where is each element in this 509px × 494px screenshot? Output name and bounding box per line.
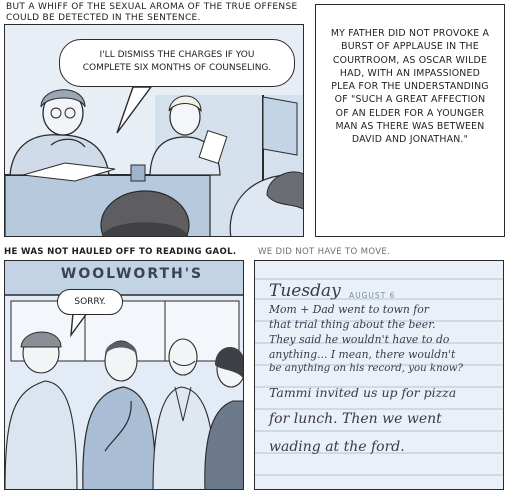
diary-date: AUGUST 6 xyxy=(349,291,396,300)
diary-line-2: that trial thing about the beer. xyxy=(269,318,436,331)
panel4-caption: WE DID NOT HAVE TO MOVE. xyxy=(258,247,391,257)
judge-speech-text: I'LL DISMISS THE CHARGES IF YOU COMPLETE SIX MONTHS OF COUNSELING. xyxy=(82,50,272,73)
diary-line-5: be anything on his record, you know? xyxy=(269,363,463,374)
panel-diary xyxy=(254,260,504,490)
panel-courtroom xyxy=(4,24,304,237)
panel3-caption: HE WAS NOT HAULED OFF TO READING GAOL. xyxy=(4,247,237,257)
father-speech-text: SORRY. xyxy=(74,297,106,307)
father-speech-bubble xyxy=(57,289,123,315)
storefront-illustration xyxy=(5,261,244,490)
diary-line-4: anything... I mean, there wouldn't xyxy=(269,348,456,361)
diary-day: Tuesday xyxy=(269,281,341,301)
diary-line-7: for lunch. Then we went xyxy=(269,411,442,427)
diary-line-1: Mom + Dad went to town for xyxy=(269,303,429,316)
panel-narration xyxy=(315,4,505,237)
store-sign: WOOLWORTH'S xyxy=(60,266,204,282)
diary-line-3: They said he wouldn't have to do xyxy=(269,333,450,346)
judge-speech-bubble xyxy=(59,39,295,87)
panel1-caption: BUT A WHIFF OF THE SEXUAL AROMA OF THE TRUE OFFENSE COULD BE DETECTED IN THE SENTENCE. xyxy=(6,2,298,23)
panel2-narration: MY FATHER DID NOT PROVOKE A BURST OF APPLAUSE IN THE COURTROOM, AS OSCAR WILDE HAD, WITH AN IMPASSIONED PLEA FOR THE UNDERSTANDING OF "SUCH A GREAT AFFECTION OF AN ELDER FOR A YOUNGER MAN AS THERE WAS BETWEEN DAVID AND JONATHAN." xyxy=(330,28,490,146)
diary-line-8: wading at the ford. xyxy=(269,439,405,455)
panel-woolworths xyxy=(4,260,244,490)
diary-line-6: Tammi invited us up for pizza xyxy=(269,385,457,400)
